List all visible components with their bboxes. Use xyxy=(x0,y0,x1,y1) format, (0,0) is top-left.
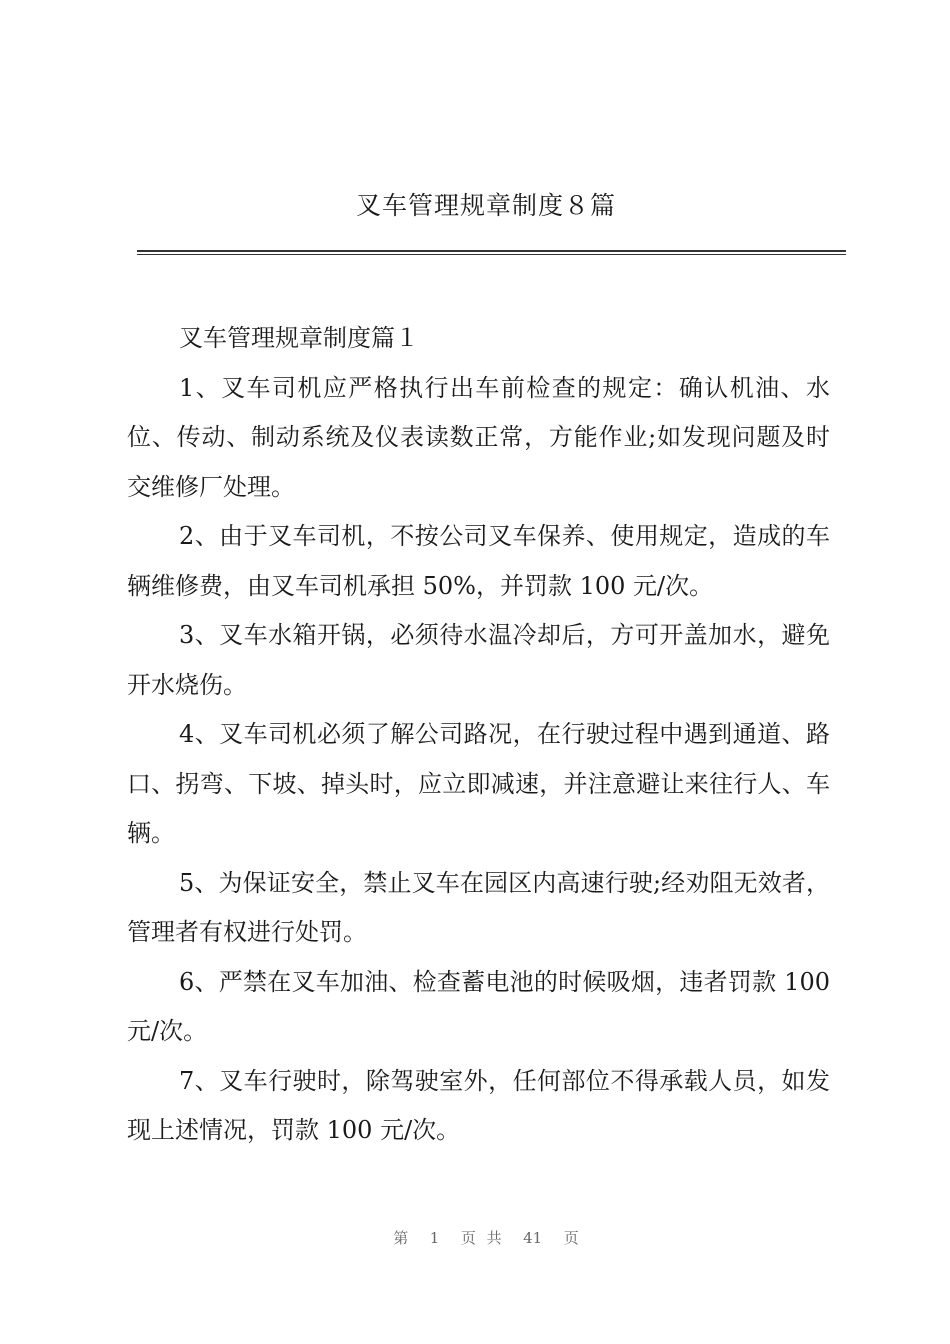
paragraph-5: 5、为保证安全，禁止叉车在园区内高速行驶;经劝阻无效者，管理者有权进行处罚。 xyxy=(127,868,830,946)
document-body xyxy=(127,314,830,1156)
paragraph-4: 4、叉车司机必须了解公司路况，在行驶过程中遇到通道、路口、拐弯、下坡、掉头时，应立即减速，并注意避让来往行人、车辆。 xyxy=(127,720,830,847)
paragraph-7: 7、叉车行驶时，除驾驶室外，任何部位不得承载人员，如发现上述情况，罚款 100 元/次。 xyxy=(127,1066,830,1144)
page-number-footer: 第 1 页 共 41 页 xyxy=(393,1229,579,1247)
paragraph-6: 6、严禁在叉车加油、检查蓄电池的时候吸烟，违者罚款 100 元/次。 xyxy=(127,967,830,1045)
paragraph-3: 3、叉车水箱开锅，必须待水温冷却后，方可开盖加水，避免开水烧伤。 xyxy=(127,621,830,699)
title-divider xyxy=(137,250,846,255)
paragraph-2: 2、由于叉车司机，不按公司叉车保养、使用规定，造成的车辆维修费，由叉车司机承担 50%，并罚款 100 元/次。 xyxy=(127,522,830,600)
document-title: 叉车管理规章制度８篇 xyxy=(355,191,616,220)
section-heading: 叉车管理规章制度篇１ xyxy=(179,324,419,352)
paragraph-1: 1、叉车司机应严格执行出车前检查的规定：确认机油、水位、传动、制动系统及仪表读数正常，方能作业;如发现问题及时交维修厂处理。 xyxy=(127,373,830,501)
